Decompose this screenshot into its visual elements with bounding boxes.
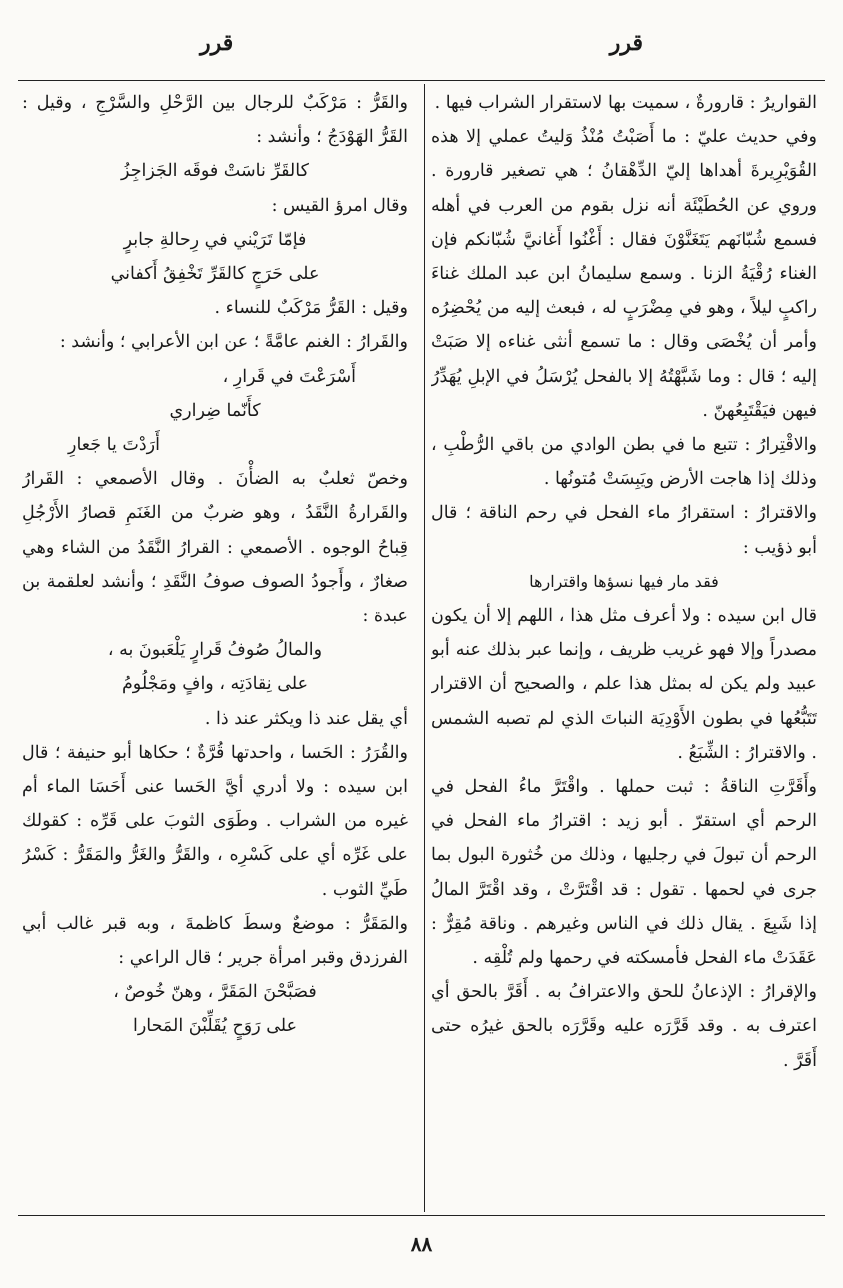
verse-line: على رَوَحٍ يُقَلِّبْنَ المَحارا [132, 1016, 298, 1037]
entry-paragraph: وقيل : القَرُّ مَرْكَبٌ للنساء . [214, 298, 408, 319]
verse-line: على نِقادَتِه ، وافٍ ومَجْلُومُ [121, 674, 309, 695]
entry-paragraph: والمَقَرُّ : موضعٌ وسطَ كاظمةَ ، وبه قبر غالب أبي الفرزدق وقبر امرأة جرير ؛ قال الراعي : [22, 913, 408, 969]
page-number: ٨٨ [410, 1232, 433, 1256]
left-column [22, 86, 408, 1212]
verse-line: أَسْرَعْتَ في قَرارِ ، [222, 366, 356, 387]
column-separator [424, 84, 425, 1212]
quote-line: فقد مار فيها نسؤها واقترارها [529, 571, 719, 591]
entry-paragraph: والاقترارُ : استقرارُ ماء الفحل في رحم الناقة ؛ قال أبو ذؤيب : [431, 503, 817, 558]
header-root-word-left: قرر [200, 30, 234, 56]
verse-line: كالقَرِّ ناسَتْ فوقَه الجَزاجِزُ [121, 161, 309, 182]
entry-paragraph: والإقرارُ : الإذعانُ للحق والاعترافُ به . أَقَرَّ بالحق أي اعترف به . وقد قَرَّرَه عليه وقَرَّرَه بالحق غيرُه حتى أَقَرَّ . [431, 982, 817, 1071]
entry-paragraph: والقَرُّ : مَرْكَبٌ للرجال بين الرَّحْلِ والسَّرْجِ ، وقيل : القَرُّ الهَوْدَجُ ؛ وأنشد : [22, 93, 408, 148]
verse-line: أَرَدْتَ يا جَعارِ [68, 435, 160, 456]
verse-line: فصَبَّحْنَ المَقَرَّ ، وهنّ خُوصٌ ، [113, 982, 317, 1003]
entry-paragraph: أي يقل عند ذا ويكثر عند ذا . [204, 708, 408, 729]
entry-paragraph: قال ابن سيده : ولا أعرف مثل هذا ، اللهم إلا أن يكون مصدراً وإلا فهو غريب ظريف ، وإنما عبر بذلك عنه أبو عبيد ولم يكن له بمثل هذا علم ، والصحيح أن الاقترار تَتَبُّعُها في بطون الأَوْدِيَة النباتَ الذي لم تصبه الشمس . والاقترارُ : الشِّبَعُ . [431, 606, 817, 763]
entry-paragraph: وفي حديث عليّ : ما أَصَبْتُ مُنْذُ وَليتُ عملي إلا هذه القُوَيْرِيرةَ أهداها إليّ الدِّهْقانُ ؛ هي تصغير قارورة . وروي عن الحُطَيْئَة أنه نزل بقوم من العرب في أهله فسمع شُبّانَهم يَتَغَنَّوْنَ فقال : أَغْنُوا أَغانيَّ شُبّانكم فإن الغناء رُقْيَةُ الزنا . وسمع سليمانُ ابن عبد الملك غناءَ راكبٍ ليلاً ، وهو في مِضْرَبٍ له ، فبعث إليه من يُحْضِرُه وأمر أن يُخْصَى وقال : ما تسمع أنثى غناءه إلا صَبَتْ إليه ؛ قال : وما شَبَّهْتُهُ إلا بالفحل يُرْسَلُ في الإبلِ يُهَدِّرُ فيهن فيَقْتَبِعُهنّ . [431, 127, 817, 421]
header-root-word-right: قرر [609, 30, 643, 56]
entry-paragraph: والقَرارُ : الغنم عامَّةً ؛ عن ابن الأعرابي ؛ وأنشد : [59, 332, 408, 353]
entry-paragraph: وأَقَرَّتِ الناقةُ : ثبت حملها . واقْتَرَّ ماءُ الفحل في الرحم أي استقرّ . أبو زيد : اقترارُ ماء الفحل في الرحم أن تبولَ في رجليها ، وذلك من خُثورة البول بما جرى في لحمها . تقول : قد اقْتَرَّتْ ، وقد اقْتَرَّ المالُ إذا شَبِعَ . يقال ذلك في الناس وغيرهم . وناقة مُقِرٌّ : عَقَدَتْ ماء الفحل فأمسكته في رحمها ولم تُلْقِه . [431, 777, 817, 969]
header-rule [18, 80, 825, 81]
entry-paragraph: والاقْتِرارُ : تتبع ما في بطن الوادي من باقي الرُّطْبِ ، وذلك إذا هاجت الأرض ويَبِسَتْ مُتونُها . [431, 435, 817, 490]
right-column [431, 86, 817, 1212]
footer-rule [18, 1215, 825, 1216]
entry-paragraph: والقُرَرُ : الحَسا ، واحدتها قُرَّةٌ ؛ حكاها أبو حنيفة ؛ قال ابن سيده : ولا أدري أيَّ الحَسا عنى أَحَسَا الماء أم غيره من الشراب . وطَوَى الثوبَ على قَرِّه : كقولك على غَرِّه أي على كَسْرِه ، والقَرُّ والغَرُّ والمَقَرُّ : كَسْرُ طَيِّ الثوب . [22, 742, 408, 900]
verse-line: على حَرَجٍ كالقَرِّ تَخْفِقُ أَكفاني [110, 264, 320, 285]
entry-paragraph: القواريرُ : قارورةٌ ، سميت بها لاستقرار الشراب فيها . [434, 93, 817, 113]
verse-line: والمالُ صُوفُ قَرارٍ يَلْعَبونَ به ، [107, 640, 323, 661]
verse-line: كأَنّما ضِراري [169, 400, 261, 421]
entry-paragraph: وقال امرؤ القيس : [271, 195, 408, 216]
entry-paragraph: وخصّ ثعلبٌ به الضأْنَ . وقال الأصمعي : القَرارُ والقَرارةُ النَّقَدُ ، وهو ضربٌ من الغَنَمِ قصارُ الأَرْجُلِ قِباحُ الوجوه . الأصمعي : القرارُ النَّقَدُ من الشاء وهي صغارٌ ، وأَجودُ الصوف صوفُ النَّقَدِ ؛ وأنشد لعلقمة بن عبدة : [22, 469, 408, 627]
verse-line: فإمّا تَرَيْني في رِحالةِ جابرٍ [123, 229, 307, 250]
